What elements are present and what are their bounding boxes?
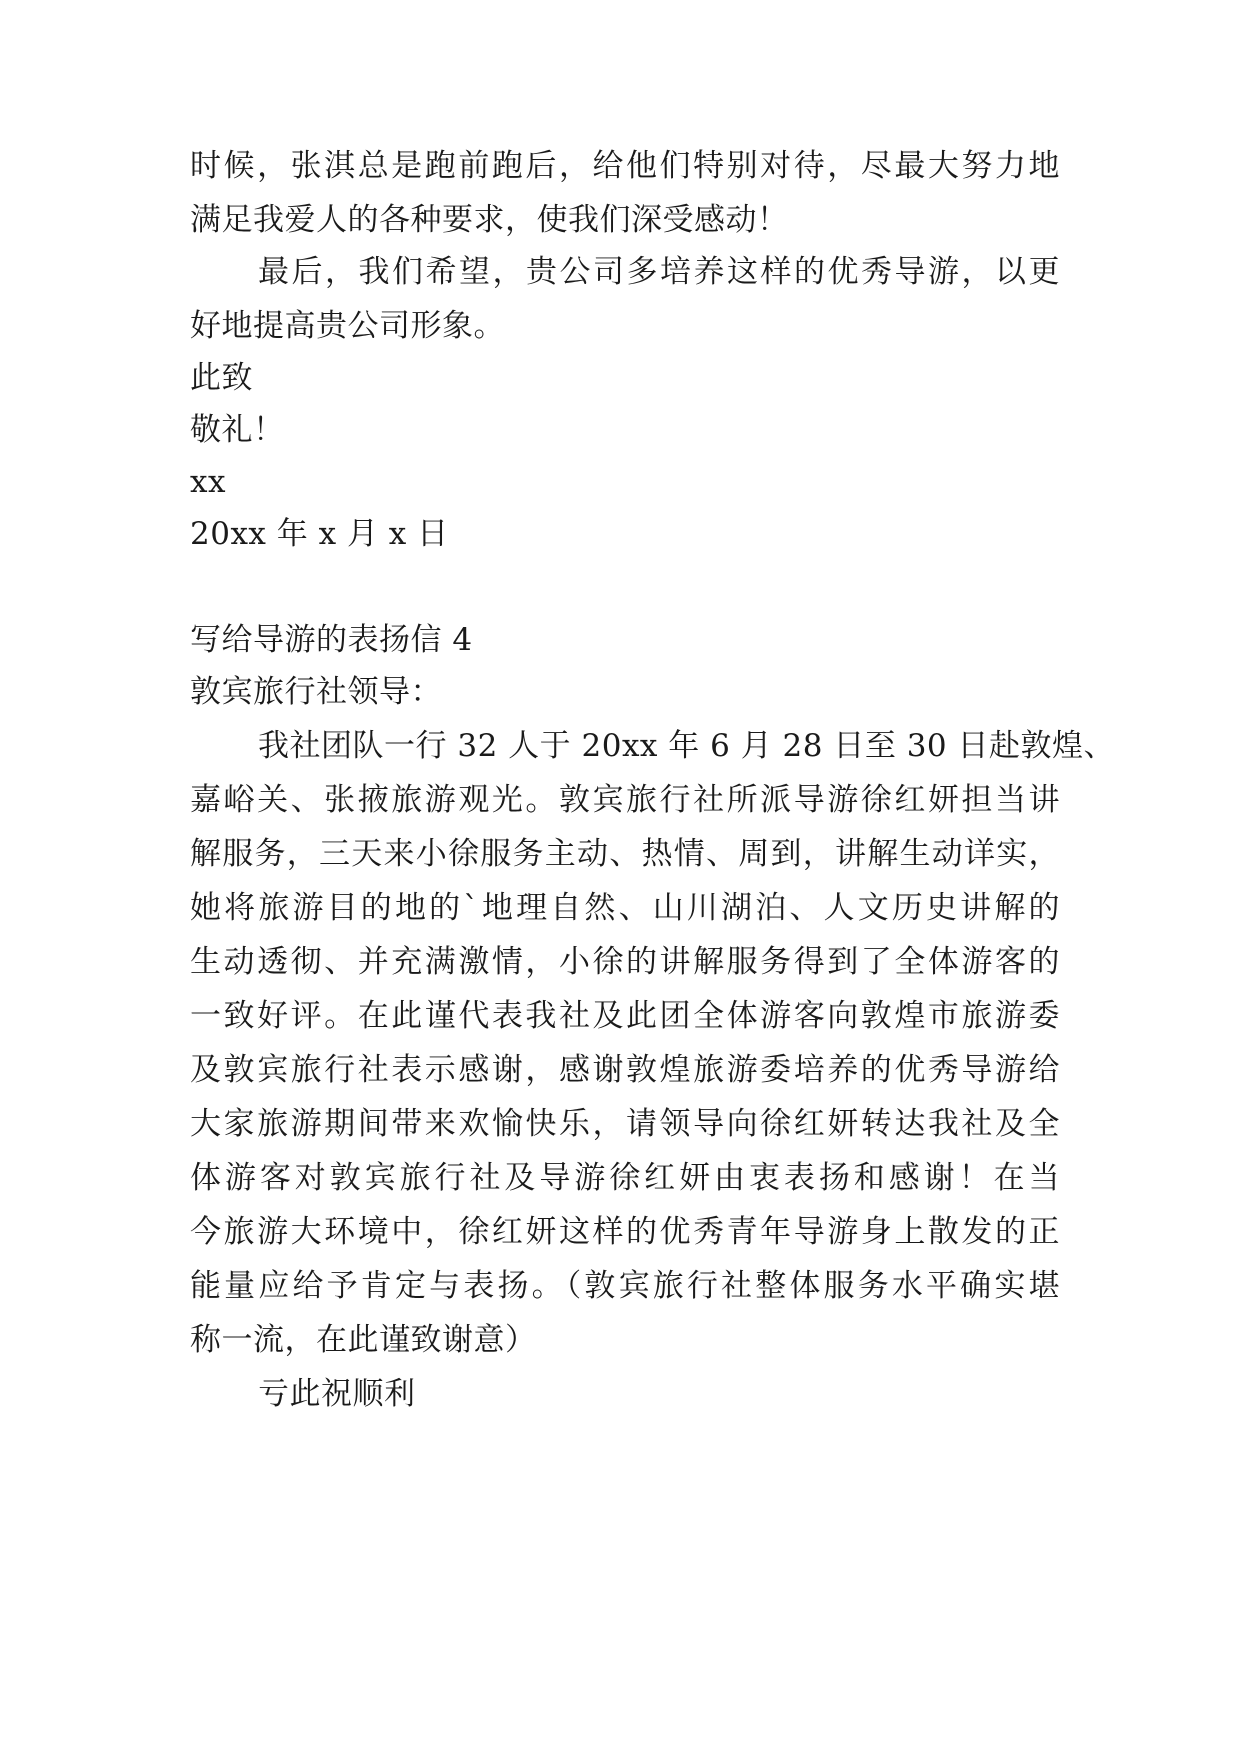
closing-regards: 敬礼！ xyxy=(190,412,285,448)
body-line: 能量应给予肯定与表扬。（敦宾旅行社整体服务水平确实堪 xyxy=(190,1268,1060,1304)
letter-date: 20xx 年 x 月 x 日 xyxy=(190,516,449,552)
body-line: 嘉峪关、张掖旅游观光。敦宾旅行社所派导游徐红妍担当讲 xyxy=(190,782,1060,818)
body-line: 今旅游大环境中，徐红妍这样的优秀青年导游身上散发的正 xyxy=(190,1214,1060,1250)
signer-name: xx xyxy=(190,464,226,500)
letter-title: 写给导游的表扬信 4 xyxy=(190,622,473,658)
letter-salutation: 敦宾旅行社领导： xyxy=(190,674,442,710)
body-line: 及敦宾旅行社表示感谢，感谢敦煌旅游委培养的优秀导游给 xyxy=(190,1052,1060,1088)
closing-salutation: 此致 xyxy=(190,360,253,396)
paragraph-line: 满足我爱人的各种要求，使我们深受感动！ xyxy=(190,202,789,238)
paragraph-line: 好地提高贵公司形象。 xyxy=(190,308,505,344)
letter-closing: 亏此祝顺利 xyxy=(258,1376,416,1412)
paragraph-line: 最后，我们希望，贵公司多培养这样的优秀导游，以更 xyxy=(258,254,1060,290)
body-line: 她将旅游目的地的`地理自然、山川湖泊、人文历史讲解的 xyxy=(190,890,1060,926)
body-line: 我社团队一行 32 人于 20xx 年 6 月 28 日至 30 日赴敦煌、 xyxy=(258,728,1116,764)
body-line: 一致好评。在此谨代表我社及此团全体游客向敦煌市旅游委 xyxy=(190,998,1060,1034)
body-line: 生动透彻、并充满激情，小徐的讲解服务得到了全体游客的 xyxy=(190,944,1060,980)
paragraph-line: 时候，张淇总是跑前跑后，给他们特别对待，尽最大努力地 xyxy=(190,148,1060,184)
body-line: 大家旅游期间带来欢愉快乐，请领导向徐红妍转达我社及全 xyxy=(190,1106,1060,1142)
body-line: 体游客对敦宾旅行社及导游徐红妍由衷表扬和感谢！在当 xyxy=(190,1160,1060,1196)
body-line: 解服务，三天来小徐服务主动、热情、周到，讲解生动详实， xyxy=(190,836,1060,872)
body-line: 称一流，在此谨致谢意） xyxy=(190,1322,537,1358)
